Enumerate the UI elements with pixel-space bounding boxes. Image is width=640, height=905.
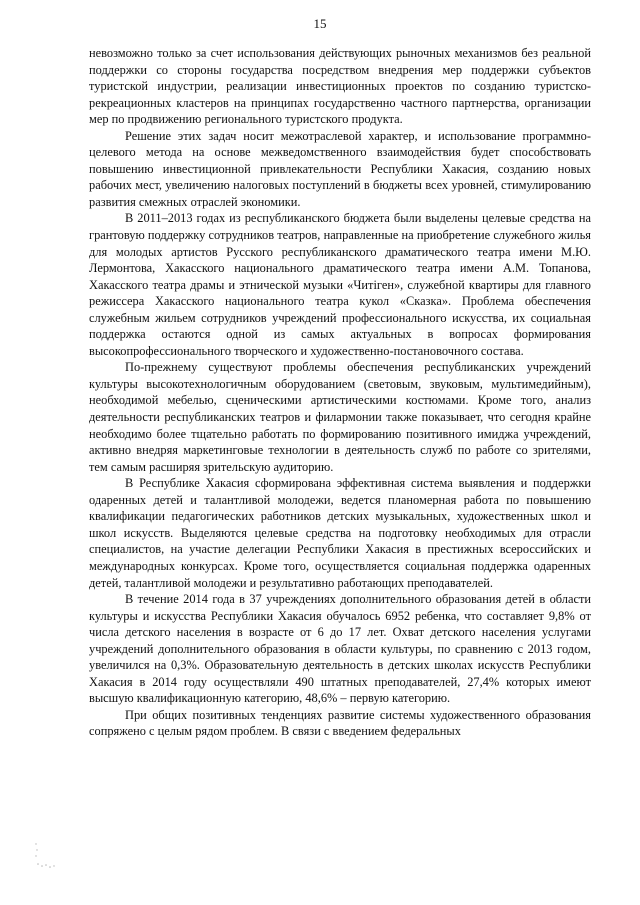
document-body [89, 45, 591, 740]
paragraph-program-method: Решение этих задач носит межотраслевой характер, и использование программно-целевого метода на основе межведомственного взаимодействия будет способствовать повышению инвестиционной привлекательности Республики Хакасия, созданию новых рабочих мест, увеличению налоговых поступлений в бюджеты всех уровней, стимулированию развития смежных отраслей экономики. [89, 128, 591, 209]
paragraph-theatre-housing: В 2011–2013 годах из республиканского бюджета были выделены целевые средства на грантовую поддержку сотрудников театров, направленные на приобретение служебного жилья для молодых артистов Русского республиканского драматического театра имени М.Ю. Лермонтова, Хакасского национального драматического театра имени А.М. Топанова, Хакасского театра драмы и этнической музыки «Читiген», служебной квартиры для главного режиссера Хакасского национального театра кукол «Сказка». Проблема обеспечения служебным жильем сотрудников учреждений профессионального искусства, их социальная поддержка остаются одной из самых актуальных в вопросах формирования высокопрофессионального творческого и художественно-постановочного состава. [89, 211, 591, 358]
scan-edge-marks [30, 838, 70, 878]
paragraph-tourism-support: невозможно только за счет использования действующих рыночных механизмов без реальной поддержки со стороны государства посредством внедрения мер поддержки субъектов туристской индустрии, реализации инвестиционных проектов по созданию туристско-рекреационных кластеров на принципах государственно частного партнерства, организации мер по продвижению регионального туристского продукта. [89, 46, 591, 127]
paragraph-gifted-children: В Республике Хакасия сформирована эффективная система выявления и поддержки одаренных детей и талантливой молодежи, ведется планомерная работа по повышению квалификации педагогических работников детских музыкальных, художественных школ и школ искусств. Выделяются целевые средства на подготовку необходимых для отрасли специалистов, на участие делегации Республики Хакасия в престижных всероссийских и международных конкурсах. Кроме того, осуществляется социальная поддержка одаренных детей, талантливой молодежи и результативно работающих преподавателей. [89, 476, 591, 590]
paragraph-equipment-problems: По-прежнему существуют проблемы обеспечения республиканских учреждений культуры высокотехнологичным оборудованием (световым, звуковым, мультимедийным), необходимой мебелью, сценическими артистическими костюмами. Кроме того, анализ деятельности республиканских театров и филармонии также показывает, что сегодня крайне необходимо более тщательно работать по формированию позитивного имиджа учреждений, активно внедряя маркетинговые технологии в деятельность служб по работе со зрителями, тем самым расширяя зрительскую аудиторию. [89, 360, 591, 474]
paragraph-education-statistics: В течение 2014 года в 37 учреждениях дополнительного образования детей в области культуры и искусства Республики Хакасия обучалось 6952 ребенка, что составляет 9,8% от числа детского населения в возрасте от 6 до 17 лет. Охват детского населения услугами учреждений дополнительного образования в области культуры, по сравнению с 2013 годом, увеличился на 0,3%. Образовательную деятельность в детских школах искусств Республики Хакасия в 2014 году осуществляли 490 штатных преподавателей, 27,4% которых имеют высшую квалификационную категорию, 48,6% – первую категорию. [89, 592, 591, 706]
paragraph-education-problems: При общих позитивных тенденциях развитие системы художественного образования сопряжено с целым рядом проблем. В связи с введением федеральных [89, 707, 591, 739]
page-number: 15 [313, 16, 327, 31]
